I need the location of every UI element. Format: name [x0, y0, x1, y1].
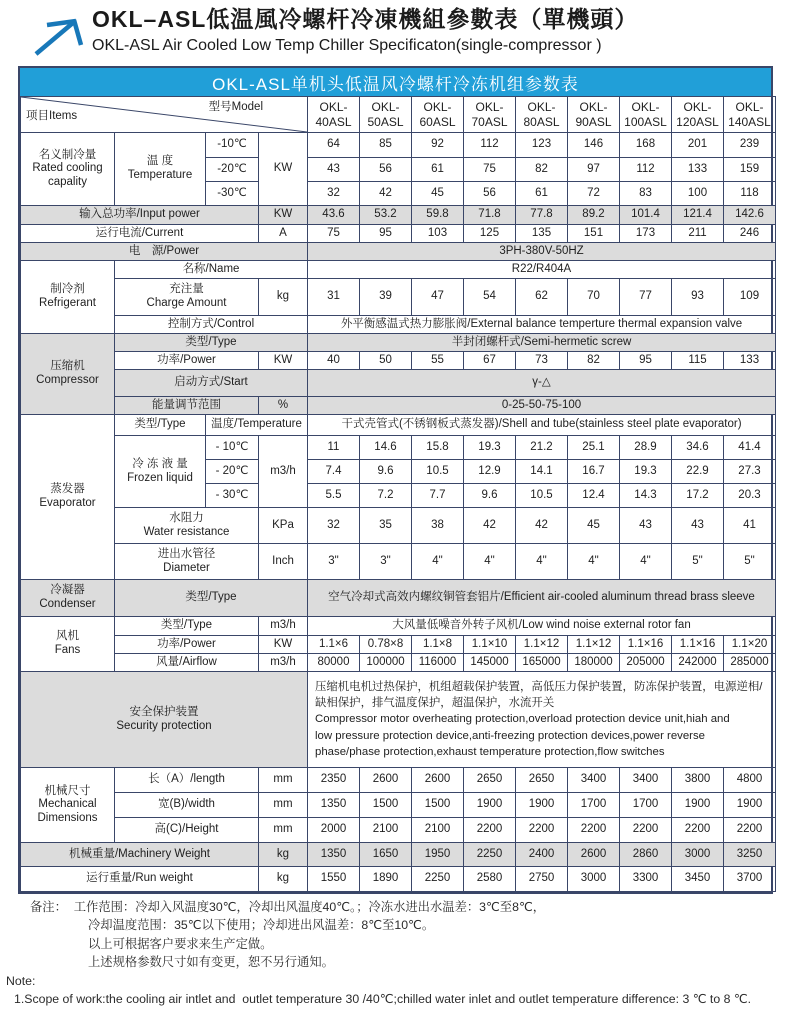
- row-label: 输入总功率/Input power: [21, 206, 259, 225]
- table-row: [21, 818, 776, 843]
- value-cell: 54: [464, 279, 516, 316]
- value-cell: 3400: [620, 768, 672, 793]
- value-cell: 67: [464, 352, 516, 370]
- value-cell: 7.7: [412, 484, 464, 508]
- value-cell: 43: [672, 508, 724, 544]
- value-cell: 100000: [360, 654, 412, 672]
- unit-cell: kg: [259, 279, 308, 316]
- table-row: [21, 225, 776, 243]
- notes: [6, 898, 784, 1009]
- value-cell: 83: [620, 182, 672, 206]
- value-cell: 61: [516, 182, 568, 206]
- section-label: 制冷剂 Refrigerant: [21, 261, 115, 334]
- value-cell: 2250: [412, 867, 464, 892]
- value-cell: 1.1×20: [724, 636, 776, 654]
- model-header: OKL- 140ASL: [724, 97, 776, 133]
- value-cell: 45: [412, 182, 464, 206]
- value-cell: 43: [620, 508, 672, 544]
- value-cell: 0.78×8: [360, 636, 412, 654]
- value-cell: 40: [308, 352, 360, 370]
- value-cell: 56: [360, 158, 412, 182]
- value-cell: 4": [516, 544, 568, 580]
- value-cell: 1.1×6: [308, 636, 360, 654]
- row-label: -10℃: [206, 133, 259, 158]
- section-label: 风机 Fans: [21, 617, 115, 672]
- table-row: [21, 279, 776, 316]
- value-cell: 2650: [464, 768, 516, 793]
- value-cell: 285000: [724, 654, 776, 672]
- value-cell: 2750: [516, 867, 568, 892]
- unit-cell: KPa: [259, 508, 308, 544]
- value-cell: 92: [412, 133, 464, 158]
- value-cell: 1350: [308, 793, 360, 818]
- value-cell: 1900: [464, 793, 516, 818]
- row-label: 充注量 Charge Amount: [115, 279, 259, 316]
- value-cell: 14.1: [516, 460, 568, 484]
- value-cell: γ-△: [308, 370, 776, 397]
- table-row: [21, 370, 776, 397]
- value-cell: 3450: [672, 867, 724, 892]
- row-label: 电 源/Power: [21, 243, 308, 261]
- value-cell: 70: [568, 279, 620, 316]
- value-cell: 干式壳管式(不锈钢板式蒸发器)/Shell and tube(stainless steel plate evaporator): [308, 415, 776, 436]
- value-cell: 35: [360, 508, 412, 544]
- model-header: OKL- 120ASL: [672, 97, 724, 133]
- row-label: 运行电流/Current: [21, 225, 259, 243]
- value-cell: 20.3: [724, 484, 776, 508]
- table-row: [21, 261, 776, 279]
- value-cell: 43: [308, 158, 360, 182]
- row-label: 功率/Power: [115, 352, 259, 370]
- unit-cell: m3/h: [259, 654, 308, 672]
- row-label: -30℃: [206, 182, 259, 206]
- value-cell: 14.3: [620, 484, 672, 508]
- value-cell: 压缩机电机过热保护，机组超载保护装置，高低压力保护装置，防冻保护装置，电源逆相/ 缺相保护，排气温度保护，超温保护，水流开关 Compressor motor overheating protection,overload protection device unit,hiah and low pressure protection device,anti-freezing protection devices,power reverse phase/phase protection,exhaust temperature protection,flow switches: [308, 672, 776, 768]
- value-cell: 1700: [620, 793, 672, 818]
- value-cell: 1.1×12: [516, 636, 568, 654]
- table-row: [21, 436, 776, 460]
- table-row: [21, 672, 776, 768]
- note-line: 备注： 工作范围：冷却入风温度30℃，冷却出风温度40℃。；冷冻水进出水温差：3℃至8℃，: [30, 900, 546, 914]
- value-cell: 10.5: [412, 460, 464, 484]
- page-title-english: OKL-ASL Air Cooled Low Temp Chiller Specificaton(single-compressor ): [92, 36, 602, 54]
- value-cell: 2200: [568, 818, 620, 843]
- title-block: [92, 6, 638, 56]
- table-body: [21, 97, 776, 892]
- value-cell: 4": [464, 544, 516, 580]
- model-header: OKL- 100ASL: [620, 97, 672, 133]
- value-cell: 3": [360, 544, 412, 580]
- items-model-header: [21, 97, 308, 133]
- value-cell: 45: [568, 508, 620, 544]
- row-label: 类型/Type: [115, 415, 206, 436]
- table-row: [21, 636, 776, 654]
- value-cell: 28.9: [620, 436, 672, 460]
- model-header: OKL- 70ASL: [464, 97, 516, 133]
- value-cell: 1900: [516, 793, 568, 818]
- value-cell: 1.1×10: [464, 636, 516, 654]
- value-cell: 2200: [672, 818, 724, 843]
- value-cell: 1700: [568, 793, 620, 818]
- value-cell: 61: [412, 158, 464, 182]
- value-cell: 外平衡感温式热力膨胀阀/External balance temperture thermal expansion valve: [308, 316, 776, 334]
- row-label: -20℃: [206, 158, 259, 182]
- section-label: 冷凝器 Condenser: [21, 580, 115, 617]
- value-cell: 71.8: [464, 206, 516, 225]
- unit-cell: mm: [259, 793, 308, 818]
- model-header: OKL- 90ASL: [568, 97, 620, 133]
- table-row: [21, 793, 776, 818]
- row-label: - 30℃: [206, 484, 259, 508]
- value-cell: 85: [360, 133, 412, 158]
- value-cell: 3700: [724, 867, 776, 892]
- value-cell: 4800: [724, 768, 776, 793]
- section-label: 蒸发器 Evaporator: [21, 415, 115, 580]
- value-cell: 15.8: [412, 436, 464, 460]
- table-row: [21, 415, 776, 436]
- value-cell: 145000: [464, 654, 516, 672]
- value-cell: 31: [308, 279, 360, 316]
- value-cell: 168: [620, 133, 672, 158]
- row-label: 类型/Type: [115, 334, 308, 352]
- value-cell: 4": [412, 544, 464, 580]
- value-cell: 19.3: [464, 436, 516, 460]
- value-cell: 101.4: [620, 206, 672, 225]
- value-cell: 121.4: [672, 206, 724, 225]
- table-row: [21, 397, 776, 415]
- value-cell: 2250: [464, 843, 516, 867]
- value-cell: 1.1×8: [412, 636, 464, 654]
- value-cell: 41.4: [724, 436, 776, 460]
- value-cell: 7.4: [308, 460, 360, 484]
- value-cell: 50: [360, 352, 412, 370]
- table-row: [21, 768, 776, 793]
- value-cell: 3400: [568, 768, 620, 793]
- unit-cell: mm: [259, 768, 308, 793]
- table-row: [21, 867, 776, 892]
- value-cell: 2400: [516, 843, 568, 867]
- value-cell: 42: [516, 508, 568, 544]
- value-cell: 55: [412, 352, 464, 370]
- row-label: 温 度 Temperature: [115, 133, 206, 206]
- value-cell: 12.4: [568, 484, 620, 508]
- value-cell: 1.1×16: [620, 636, 672, 654]
- value-cell: 180000: [568, 654, 620, 672]
- note-line: 以上可根据客户要求来生产定做。: [88, 936, 273, 951]
- value-cell: 7.2: [360, 484, 412, 508]
- row-label: - 10℃: [206, 436, 259, 460]
- unit-cell: KW: [259, 352, 308, 370]
- value-cell: 3300: [620, 867, 672, 892]
- page-title-chinese: OKL–ASL低温風冷螺杆冷凍機組參數表（單機頭）: [92, 6, 639, 32]
- value-cell: 62: [516, 279, 568, 316]
- value-cell: 89.2: [568, 206, 620, 225]
- value-cell: 2200: [464, 818, 516, 843]
- spec-table: [20, 96, 776, 892]
- value-cell: 2350: [308, 768, 360, 793]
- value-cell: 133: [672, 158, 724, 182]
- model-header: OKL- 80ASL: [516, 97, 568, 133]
- value-cell: 73: [516, 352, 568, 370]
- masthead: [0, 6, 790, 64]
- table-row: [21, 316, 776, 334]
- value-cell: 12.9: [464, 460, 516, 484]
- unit-cell: m3/h: [259, 617, 308, 636]
- value-cell: 93: [672, 279, 724, 316]
- unit-cell: mm: [259, 818, 308, 843]
- value-cell: 1.1×12: [568, 636, 620, 654]
- value-cell: 82: [516, 158, 568, 182]
- row-label: 控制方式/Control: [115, 316, 308, 334]
- value-cell: 4": [568, 544, 620, 580]
- value-cell: 1500: [412, 793, 464, 818]
- value-cell: 2580: [464, 867, 516, 892]
- value-cell: 75: [464, 158, 516, 182]
- table-row: [21, 97, 776, 133]
- row-label: 宽(B)/width: [115, 793, 259, 818]
- table-row: [21, 334, 776, 352]
- value-cell: 1650: [360, 843, 412, 867]
- section-label: 压缩机 Compressor: [21, 334, 115, 415]
- value-cell: 75: [308, 225, 360, 243]
- value-cell: 32: [308, 182, 360, 206]
- unit-cell: KW: [259, 206, 308, 225]
- value-cell: 0-25-50-75-100: [308, 397, 776, 415]
- row-label: 类型/Type: [115, 617, 259, 636]
- value-cell: 1900: [724, 793, 776, 818]
- note-line: 上述规格参数尺寸如有变更，恕不另行通知。: [88, 955, 334, 970]
- row-label: 冷 冻 液 量 Frozen liquid: [115, 436, 206, 508]
- value-cell: 1900: [672, 793, 724, 818]
- value-cell: 56: [464, 182, 516, 206]
- table-row: [21, 654, 776, 672]
- value-cell: 142.6: [724, 206, 776, 225]
- value-cell: 201: [672, 133, 724, 158]
- note-line: 冷却温度范围：35℃以下使用；冷却进出风温差：8℃至10℃。: [88, 918, 435, 933]
- value-cell: 32: [308, 508, 360, 544]
- value-cell: 5": [672, 544, 724, 580]
- row-label: 高(C)/Height: [115, 818, 259, 843]
- unit-cell: KW: [259, 636, 308, 654]
- value-cell: 42: [360, 182, 412, 206]
- table-row: [21, 133, 776, 158]
- value-cell: 95: [360, 225, 412, 243]
- value-cell: 14.6: [360, 436, 412, 460]
- value-cell: 27.3: [724, 460, 776, 484]
- value-cell: 2600: [360, 768, 412, 793]
- value-cell: 64: [308, 133, 360, 158]
- value-cell: 39: [360, 279, 412, 316]
- value-cell: 123: [516, 133, 568, 158]
- value-cell: 159: [724, 158, 776, 182]
- section-label: 安全保护装置 Security protection: [21, 672, 308, 768]
- row-label: 风量/Airflow: [115, 654, 259, 672]
- row-label: 类型/Type: [115, 580, 308, 617]
- value-cell: 211: [672, 225, 724, 243]
- value-cell: 3800: [672, 768, 724, 793]
- value-cell: 19.3: [620, 460, 672, 484]
- value-cell: 115: [672, 352, 724, 370]
- model-header: OKL- 50ASL: [360, 97, 412, 133]
- unit-cell: %: [259, 397, 308, 415]
- value-cell: 165000: [516, 654, 568, 672]
- spec-table-block: [18, 66, 773, 894]
- value-cell: 1350: [308, 843, 360, 867]
- value-cell: 4": [620, 544, 672, 580]
- row-label: 功率/Power: [115, 636, 259, 654]
- table-row: [21, 617, 776, 636]
- value-cell: 2200: [516, 818, 568, 843]
- value-cell: 3250: [724, 843, 776, 867]
- table-row: [21, 843, 776, 867]
- value-cell: 半封闭螺杆式/Semi-hermetic screw: [308, 334, 776, 352]
- value-cell: 133: [724, 352, 776, 370]
- value-cell: 1.1×16: [672, 636, 724, 654]
- value-cell: 53.2: [360, 206, 412, 225]
- value-cell: 1550: [308, 867, 360, 892]
- value-cell: 135: [516, 225, 568, 243]
- row-label: 温度/Temperature: [206, 415, 308, 436]
- value-cell: 109: [724, 279, 776, 316]
- value-cell: 205000: [620, 654, 672, 672]
- value-cell: 9.6: [464, 484, 516, 508]
- row-label: 机械重量/Machinery Weight: [21, 843, 259, 867]
- note-line: Note:: [6, 973, 36, 988]
- value-cell: 16.7: [568, 460, 620, 484]
- value-cell: 大风量低噪音外转子风机/Low wind noise external rotor fan: [308, 617, 776, 636]
- value-cell: 21.2: [516, 436, 568, 460]
- value-cell: 239: [724, 133, 776, 158]
- unit-cell: kg: [259, 867, 308, 892]
- unit-cell: KW: [259, 133, 308, 206]
- value-cell: 42: [464, 508, 516, 544]
- row-label: 进出水管径 Diameter: [115, 544, 259, 580]
- value-cell: 5": [724, 544, 776, 580]
- value-cell: 22.9: [672, 460, 724, 484]
- value-cell: 47: [412, 279, 464, 316]
- value-cell: 10.5: [516, 484, 568, 508]
- unit-cell: m3/h: [259, 436, 308, 508]
- value-cell: 95: [620, 352, 672, 370]
- note-line: 1.Scope of work:the cooling air intlet and outlet temperature 30 /40℃;chilled water inlet and outlet temperature difference: 3 ℃ to 8 ℃.: [14, 992, 752, 1007]
- section-label: 机械尺寸 Mechanical Dimensions: [21, 768, 115, 843]
- value-cell: 125: [464, 225, 516, 243]
- table-row: [21, 544, 776, 580]
- value-cell: 2650: [516, 768, 568, 793]
- value-cell: 2200: [620, 818, 672, 843]
- table-row: [21, 243, 776, 261]
- value-cell: 9.6: [360, 460, 412, 484]
- value-cell: 112: [620, 158, 672, 182]
- model-header: OKL- 60ASL: [412, 97, 464, 133]
- table-row: [21, 352, 776, 370]
- value-cell: 2860: [620, 843, 672, 867]
- row-label: 水阻力 Water resistance: [115, 508, 259, 544]
- value-cell: 116000: [412, 654, 464, 672]
- value-cell: 38: [412, 508, 464, 544]
- value-cell: 151: [568, 225, 620, 243]
- value-cell: 97: [568, 158, 620, 182]
- value-cell: 72: [568, 182, 620, 206]
- row-label: 长（A）/length: [115, 768, 259, 793]
- value-cell: 246: [724, 225, 776, 243]
- row-label: 启动方式/Start: [115, 370, 308, 397]
- value-cell: 3": [308, 544, 360, 580]
- value-cell: 3PH-380V-50HZ: [308, 243, 776, 261]
- unit-cell: Inch: [259, 544, 308, 580]
- value-cell: 25.1: [568, 436, 620, 460]
- section-label: 名义制冷量 Rated cooling capality: [21, 133, 115, 206]
- value-cell: 41: [724, 508, 776, 544]
- value-cell: 17.2: [672, 484, 724, 508]
- value-cell: 2100: [412, 818, 464, 843]
- arrow-logo-icon: [30, 14, 88, 58]
- value-cell: 1890: [360, 867, 412, 892]
- value-cell: 242000: [672, 654, 724, 672]
- value-cell: 2200: [724, 818, 776, 843]
- value-cell: 112: [464, 133, 516, 158]
- value-cell: 3000: [568, 867, 620, 892]
- value-cell: 1500: [360, 793, 412, 818]
- value-cell: 43.6: [308, 206, 360, 225]
- value-cell: 1950: [412, 843, 464, 867]
- value-cell: 34.6: [672, 436, 724, 460]
- value-cell: 2600: [568, 843, 620, 867]
- unit-cell: kg: [259, 843, 308, 867]
- value-cell: 2000: [308, 818, 360, 843]
- value-cell: 空气冷却式高效内螺纹铜管套铝片/Efficient air-cooled aluminum thread brass sleeve: [308, 580, 776, 617]
- value-cell: R22/R404A: [308, 261, 776, 279]
- table-row: [21, 508, 776, 544]
- row-label: 运行重量/Run weight: [21, 867, 259, 892]
- row-label: 名称/Name: [115, 261, 308, 279]
- value-cell: 77: [620, 279, 672, 316]
- value-cell: 59.8: [412, 206, 464, 225]
- row-label: 能量调节范围: [115, 397, 259, 415]
- unit-cell: A: [259, 225, 308, 243]
- value-cell: 77.8: [516, 206, 568, 225]
- value-cell: 80000: [308, 654, 360, 672]
- value-cell: 2100: [360, 818, 412, 843]
- value-cell: 100: [672, 182, 724, 206]
- table-banner-title: OKL-ASL单机头低温风冷螺杆冷冻机组参数表: [20, 68, 771, 96]
- table-row: [21, 580, 776, 617]
- row-label: - 20℃: [206, 460, 259, 484]
- value-cell: 103: [412, 225, 464, 243]
- model-label: 型号Model: [208, 101, 263, 113]
- value-cell: 82: [568, 352, 620, 370]
- value-cell: 5.5: [308, 484, 360, 508]
- value-cell: 2600: [412, 768, 464, 793]
- table-row: [21, 206, 776, 225]
- value-cell: 3000: [672, 843, 724, 867]
- value-cell: 118: [724, 182, 776, 206]
- value-cell: 173: [620, 225, 672, 243]
- items-label: 项目Items: [26, 110, 78, 123]
- value-cell: 11: [308, 436, 360, 460]
- value-cell: 146: [568, 133, 620, 158]
- model-header: OKL- 40ASL: [308, 97, 360, 133]
